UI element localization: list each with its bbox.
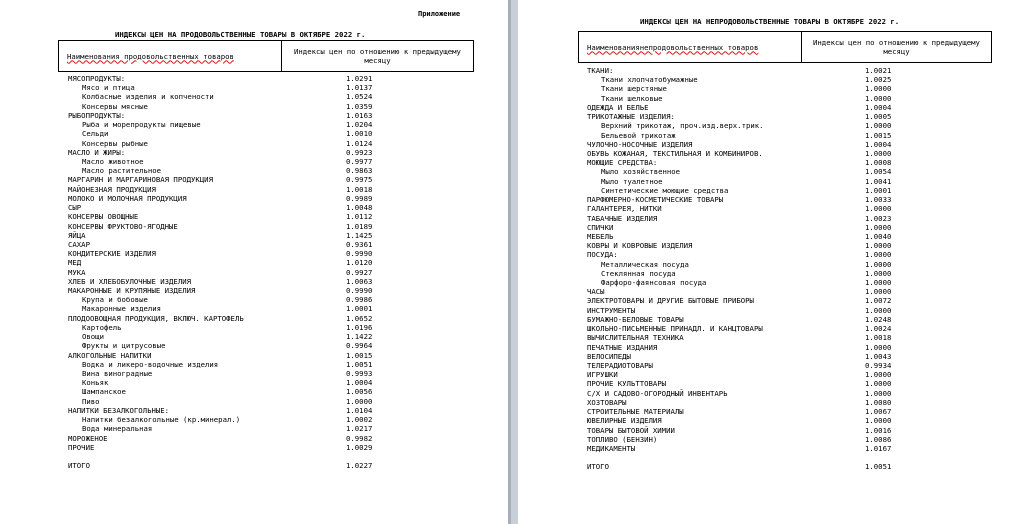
row-value: 1.0018 [865, 333, 892, 343]
row-value: 1.0000 [865, 84, 892, 94]
row-value: 0.9964 [346, 341, 373, 351]
row-value: 1.0000 [865, 121, 892, 131]
row-value: 0.9990 [346, 249, 373, 259]
row-name: Картофель [82, 322, 122, 332]
row-value: 1.0000 [865, 250, 892, 260]
row-name: Крупа и бобовые [82, 295, 148, 305]
row-name: Сельди [82, 129, 109, 139]
row-value: 1.0000 [865, 342, 892, 352]
row-name: МОРОЖЕНОЕ [68, 433, 108, 443]
row-name: ЯЙЦА [68, 230, 86, 240]
row-name: Колбасные изделия и копчености [82, 92, 214, 102]
row-value: 0.9923 [346, 147, 373, 157]
row-name: ЧАСЫ [587, 287, 605, 297]
row-name: ПЛОДООВОЩНАЯ ПРОДУКЦИЯ, ВКЛЮЧ. КАРТОФЕЛЬ [68, 313, 244, 323]
row-value: 1.0163 [346, 110, 373, 120]
row-name: МЕД [68, 258, 82, 268]
row-value: 1.0015 [865, 130, 892, 140]
row-value: 1.0024 [865, 324, 892, 334]
row-value: 1.0004 [865, 139, 892, 149]
row-value: 1.0010 [346, 129, 373, 139]
row-value: 1.0000 [865, 370, 892, 380]
row-name: Фрукты и цитрусовые [82, 341, 166, 351]
row-name: ГАЛАНТЕРЕЯ, НИТКИ [587, 204, 662, 214]
row-value: 1.0015 [346, 350, 373, 360]
row-name: Ткани шелковые [601, 93, 663, 103]
row-value: 1.0033 [865, 195, 892, 205]
page-title: ИНДЕКСЫ ЦЕН НА ПРОДОВОЛЬСТВЕННЫЕ ТОВАРЫ В ОКТЯБРЕ 2022 г. [115, 30, 366, 39]
row-name: ИНСТРУМЕНТЫ [587, 305, 636, 315]
row-name: ХЛЕБ И ХЛЕБОБУЛОЧНЫЕ ИЗДЕЛИЯ [68, 276, 192, 286]
row-name: ОБУВЬ КОЖАНАЯ, ТЕКСТИЛЬНАЯ И КОМБИНИРОВ. [587, 148, 763, 158]
row-name: ТАБАЧНЫЕ ИЗДЕЛИЯ [587, 213, 658, 223]
row-value: 1.0043 [865, 351, 892, 361]
column-header-name: Наименования продовольственных товаров [59, 41, 282, 71]
total-label: ИТОГО [68, 461, 90, 471]
row-name: Мясо и птица [82, 83, 135, 93]
total-value: 1.0227 [346, 461, 373, 471]
table-header [58, 40, 474, 72]
row-name: Коньяк [82, 378, 109, 388]
row-value: 1.0000 [865, 287, 892, 297]
row-value: 1.0051 [346, 359, 373, 369]
row-name: Масло растительное [82, 166, 162, 176]
row-value: 1.0291 [346, 74, 373, 83]
row-value: 0.9986 [346, 295, 373, 305]
row-name: Овощи [82, 332, 104, 342]
row-name: ИГРУШКИ [587, 370, 618, 380]
row-value: 1.0002 [346, 415, 373, 425]
right-page [518, 0, 1024, 524]
row-value: 1.0124 [346, 138, 373, 148]
table-header [578, 31, 992, 63]
row-name: Фарфоро-фаянсовая посуда [601, 278, 707, 288]
row-name: НАПИТКИ БЕЗАЛКОГОЛЬНЫЕ: [68, 405, 170, 415]
row-name: ШКОЛЬНО-ПИСЬМЕННЫЕ ПРИНАДЛ. И КАНЦТОВАРЫ [587, 324, 763, 334]
row-name: ЮВЕЛИРНЫЕ ИЗДЕЛИЯ [587, 416, 662, 426]
row-value: 1.0080 [865, 397, 892, 407]
row-value: 1.0000 [865, 268, 892, 278]
row-name: МУКА [68, 267, 86, 277]
total-label: ИТОГО [587, 462, 609, 472]
row-value: 1.0524 [346, 92, 373, 102]
row-name: РЫБОПРОДУКТЫ: [68, 110, 126, 120]
row-value: 1.0000 [346, 396, 373, 406]
row-name: КОНСЕРВЫ ОВОЩНЫЕ [68, 212, 139, 222]
row-value: 0.9934 [865, 361, 892, 370]
row-value: 1.0000 [865, 93, 892, 103]
row-name: Консервы мясные [82, 101, 148, 111]
row-value: 1.0029 [346, 442, 373, 452]
row-name: МОЛОКО И МОЛОЧНАЯ ПРОДУКЦИЯ [68, 193, 187, 203]
row-name: Вина виноградные [82, 369, 153, 378]
row-name: Металлическая посуда [601, 259, 689, 269]
row-value: 1.0004 [346, 378, 373, 388]
row-value: 1.0025 [865, 75, 892, 85]
row-name: ОДЕЖДА И БЕЛЬЕ [587, 102, 649, 112]
row-value: 1.0000 [865, 388, 892, 398]
row-name: Ткани хлопчатобумажные [601, 75, 698, 85]
row-name: КОНДИТЕРСКИЕ ИЗДЕЛИЯ [68, 249, 156, 259]
row-value: 1.0359 [346, 101, 373, 111]
row-value: 1.0001 [865, 185, 892, 195]
row-value: 1.0008 [865, 158, 892, 168]
row-value: 1.0000 [865, 148, 892, 158]
row-value: 0.9863 [346, 166, 373, 176]
row-name: МАКАРОННЫЕ И КРУПЯНЫЕ ИЗДЕЛИЯ [68, 286, 196, 296]
row-name: МОЮЩИЕ СРЕДСТВА: [587, 158, 658, 168]
row-name: КОНСЕРВЫ ФРУКТОВО-ЯГОДНЫЕ [68, 221, 178, 231]
row-name: ЭЛЕКТРОТОВАРЫ И ДРУГИЕ БЫТОВЫЕ ПРИБОРЫ [587, 296, 754, 306]
row-name: ТРИКОТАЖНЫЕ ИЗДЕЛИЯ: [587, 112, 675, 122]
row-value: 1.0217 [346, 424, 373, 434]
row-value: 1.0000 [865, 222, 892, 232]
row-name: Ткани шерстяные [601, 84, 667, 94]
row-name: МАРГАРИН И МАРГАРИНОВАЯ ПРОДУКЦИЯ [68, 175, 213, 185]
page-title: ИНДЕКСЫ ЦЕН НА НЕПРОДОВОЛЬСТВЕННЫЕ ТОВАРЫ В ОКТЯБРЕ 2022 г. [640, 17, 900, 26]
row-name: Бельевой трикотаж [601, 130, 676, 140]
row-name: Мыло туалетное [601, 176, 663, 186]
row-name: Стеклянная посуда [601, 268, 676, 278]
row-value: 1.0005 [865, 112, 892, 122]
row-value: 1.0000 [865, 241, 892, 251]
row-name: ЧУЛОЧНО-НОСОЧНЫЕ ИЗДЕЛИЯ [587, 139, 693, 149]
row-name: ТОПЛИВО (БЕНЗИН) [587, 434, 658, 444]
row-value: 1.0137 [346, 83, 373, 93]
row-name: МЯСОПРОДУКТЫ: [68, 74, 126, 83]
row-name: ПРОЧИЕ КУЛЬТТОВАРЫ [587, 379, 667, 389]
row-name: Консервы рыбные [82, 138, 148, 148]
row-value: 1.0000 [865, 416, 892, 426]
row-name: Пиво [82, 396, 100, 406]
row-name: Синтетические моющие средства [601, 185, 729, 195]
row-value: 1.0067 [865, 407, 892, 417]
total-value: 1.0051 [865, 462, 892, 472]
row-value: 1.0001 [346, 304, 373, 314]
row-value: 1.0086 [865, 434, 892, 444]
row-name: СТРОИТЕЛЬНЫЕ МАТЕРИАЛЫ [587, 407, 684, 417]
row-name: Макаронные изделия [82, 304, 162, 314]
left-page [0, 0, 508, 524]
row-value: 1.0000 [865, 259, 892, 269]
row-name: Напитки безалкогольные (кр.минерал.) [82, 415, 241, 425]
row-name: ПОСУДА: [587, 250, 618, 260]
row-value: 0.9927 [346, 267, 373, 277]
row-value: 1.0196 [346, 322, 373, 332]
row-value: 1.0000 [865, 278, 892, 288]
row-name: ПРОЧИЕ [68, 442, 95, 452]
row-value: 1.0063 [346, 276, 373, 286]
row-value: 1.0021 [865, 66, 892, 75]
row-name: Верхний трикотаж, проч.изд.верх.трик. [601, 121, 764, 131]
row-value: 0.9989 [346, 193, 373, 203]
row-value: 1.0040 [865, 231, 892, 241]
row-name: ПАРФЮМЕРНО-КОСМЕТИЧЕСКИЕ ТОВАРЫ [587, 195, 724, 205]
row-value: 1.0041 [865, 176, 892, 186]
row-value: 1.0189 [346, 221, 373, 231]
row-name: СЫР [68, 203, 82, 213]
row-value: 1.0652 [346, 313, 373, 323]
row-value: 0.9361 [346, 239, 373, 249]
row-value: 1.1425 [346, 230, 373, 240]
row-name: ВЕЛОСИПЕДЫ [587, 351, 631, 361]
column-header-value: Индексы цен по отношению к предыдущему месяцу [294, 47, 461, 65]
row-value: 1.0167 [865, 443, 892, 453]
row-value: 0.9977 [346, 156, 373, 166]
row-value: 1.0072 [865, 296, 892, 306]
row-value: 1.0000 [865, 204, 892, 214]
row-name: С/Х И САДОВО-ОГОРОДНЫЙ ИНВЕНТАРЬ [587, 388, 728, 398]
row-name: АЛКОГОЛЬНЫЕ НАПИТКИ [68, 350, 152, 360]
row-value: 1.0004 [865, 102, 892, 112]
row-name: Вода минеральная [82, 424, 153, 434]
row-name: Рыба и морепродукты пищевые [82, 120, 201, 130]
row-name: ТЕЛЕРАДИОТОВАРЫ [587, 361, 653, 370]
row-name: МЕБЕЛЬ [587, 231, 614, 241]
row-value: 0.9975 [346, 175, 373, 185]
row-name: Шампанское [82, 387, 126, 397]
column-header-name: Наименованиянепродовольственных товаров [579, 32, 802, 62]
row-value: 1.0016 [865, 425, 892, 435]
row-value: 1.1422 [346, 332, 373, 342]
row-value: 1.0248 [865, 314, 892, 324]
page-gutter [508, 0, 518, 524]
row-value: 0.9993 [346, 369, 373, 378]
row-value: 1.0054 [865, 167, 892, 177]
row-name: Масло животное [82, 156, 144, 166]
row-value: 1.0104 [346, 405, 373, 415]
row-value: 0.9982 [346, 433, 373, 443]
row-value: 0.9990 [346, 286, 373, 296]
row-name: Водка и ликеро-водочные изделия [82, 359, 219, 369]
row-value: 1.0056 [346, 387, 373, 397]
row-name: МАЙОНЕЗНАЯ ПРОДУКЦИЯ [68, 184, 156, 194]
row-name: БУМАЖНО-БЕЛОВЫЕ ТОВАРЫ [587, 314, 684, 324]
row-name: СПИЧКИ [587, 222, 614, 232]
row-name: МЕДИКАМЕНТЫ [587, 443, 636, 453]
row-value: 1.0204 [346, 120, 373, 130]
row-value: 1.0000 [865, 305, 892, 315]
row-value: 1.0000 [865, 379, 892, 389]
row-name: ХОЗТОВАРЫ [587, 397, 627, 407]
row-name: САХАР [68, 239, 90, 249]
row-name: ПЕЧАТНЫЕ ИЗДАНИЯ [587, 342, 658, 352]
row-value: 1.0112 [346, 212, 373, 222]
row-value: 1.0048 [346, 203, 373, 213]
row-name: ТКАНИ: [587, 66, 614, 75]
row-name: ВЫЧИСЛИТЕЛЬНАЯ ТЕХНИКА [587, 333, 684, 343]
row-name: ТОВАРЫ БЫТОВОЙ ХИМИИ [587, 425, 675, 435]
row-value: 1.0120 [346, 258, 373, 268]
row-name: Мыло хозяйственное [601, 167, 681, 177]
row-value: 1.0018 [346, 184, 373, 194]
appendix-label: Приложение [418, 10, 461, 18]
row-name: МАСЛО И ЖИРЫ: [68, 147, 126, 157]
column-header-value: Индексы цен по отношению к предыдущему месяцу [813, 38, 980, 56]
row-name: КОВРЫ И КОВРОВЫЕ ИЗДЕЛИЯ [587, 241, 693, 251]
row-value: 1.0023 [865, 213, 892, 223]
